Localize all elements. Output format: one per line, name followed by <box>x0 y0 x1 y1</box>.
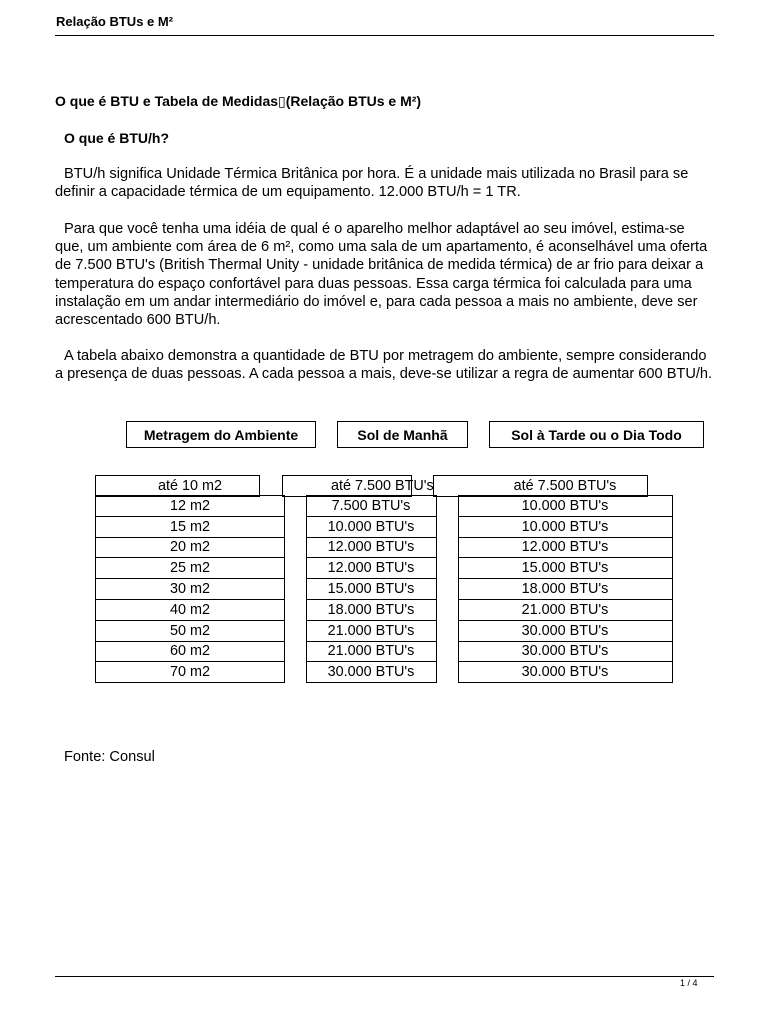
table-cell-first-row: até 7.500 BTU's <box>433 475 648 497</box>
table-cell: 10.000 BTU's <box>458 516 673 538</box>
table-cell: 40 m2 <box>95 599 285 621</box>
table-cell-first-row: até 7.500 BTU's <box>282 475 412 497</box>
table-cell: 15 m2 <box>95 516 285 538</box>
table-cell: 15.000 BTU's <box>458 557 673 579</box>
table-cell: 30.000 BTU's <box>458 641 673 662</box>
table-cell: 7.500 BTU's <box>306 495 437 517</box>
page-number: 1 / 4 <box>680 978 698 988</box>
table-cell: 12.000 BTU's <box>306 537 437 558</box>
paragraph-3 <box>55 347 715 383</box>
source-note: Fonte: Consul <box>64 749 155 765</box>
table-cell: 10.000 BTU's <box>306 516 437 538</box>
running-header-title: Relação BTUs e M² <box>56 14 174 29</box>
table-cell: 30.000 BTU's <box>458 661 673 683</box>
footer-rule <box>55 976 714 977</box>
table-header-sol-manha: Sol de Manhã <box>337 421 468 448</box>
table-cell: 18.000 BTU's <box>458 578 673 600</box>
table-cell: 12 m2 <box>95 495 285 517</box>
table-header-metragem: Metragem do Ambiente <box>126 421 316 448</box>
paragraph-1 <box>55 165 715 201</box>
paragraph-1-text: BTU/h significa Unidade Térmica Britânica por hora. É a unidade mais utilizada no Brasil para se definir a capacidade térmica de um equipamento. 12.000 BTU/h = 1 TR. <box>55 166 689 201</box>
table-cell: 60 m2 <box>95 641 285 662</box>
table-cell: 30 m2 <box>95 578 285 600</box>
paragraph-2 <box>55 220 715 329</box>
table-cell: 15.000 BTU's <box>306 578 437 600</box>
paragraph-2-text: Para que você tenha uma idéia de qual é o aparelho melhor adaptável ao seu imóvel, estima-se que, um ambiente com área de 6 m², como uma sala de um apartamento, é aconselhável uma oferta de 7.500 BTU's (British Thermal Unity - unidade britânica de medida térmica) de ar frio para deixar a temperatura do espaço confortável para duas pessoas. Essa carga térmica foi calculada para uma instalação em um andar intermediário do imóvel e, para cada pessoa a mais no ambiente, deve ser acrescentado 600 BTU/h. <box>55 221 708 329</box>
section-heading: O que é BTU/h? <box>64 130 169 146</box>
table-cell: 25 m2 <box>95 557 285 579</box>
table-cell: 21.000 BTU's <box>458 599 673 621</box>
table-cell: 50 m2 <box>95 620 285 642</box>
document-title: O que é BTU e Tabela de Medidas▯(Relação BTUs e M²) <box>55 93 422 109</box>
table-cell: 70 m2 <box>95 661 285 683</box>
table-cell-first-row: até 10 m2 <box>95 475 260 497</box>
paragraph-3-text: A tabela abaixo demonstra a quantidade de BTU por metragem do ambiente, sempre considerando a presença de duas pessoas. A cada pessoa a mais, deve-se utilizar a regra de aumentar 600 BTU/h. <box>55 348 713 383</box>
table-cell: 21.000 BTU's <box>306 620 437 642</box>
table-cell: 20 m2 <box>95 537 285 558</box>
table-header-sol-tarde: Sol à Tarde ou o Dia Todo <box>489 421 704 448</box>
table-cell: 12.000 BTU's <box>458 537 673 558</box>
table-cell: 18.000 BTU's <box>306 599 437 621</box>
table-cell: 10.000 BTU's <box>458 495 673 517</box>
table-cell: 30.000 BTU's <box>458 620 673 642</box>
header-rule <box>55 35 714 36</box>
table-cell: 30.000 BTU's <box>306 661 437 683</box>
table-cell: 12.000 BTU's <box>306 557 437 579</box>
table-cell: 21.000 BTU's <box>306 641 437 662</box>
